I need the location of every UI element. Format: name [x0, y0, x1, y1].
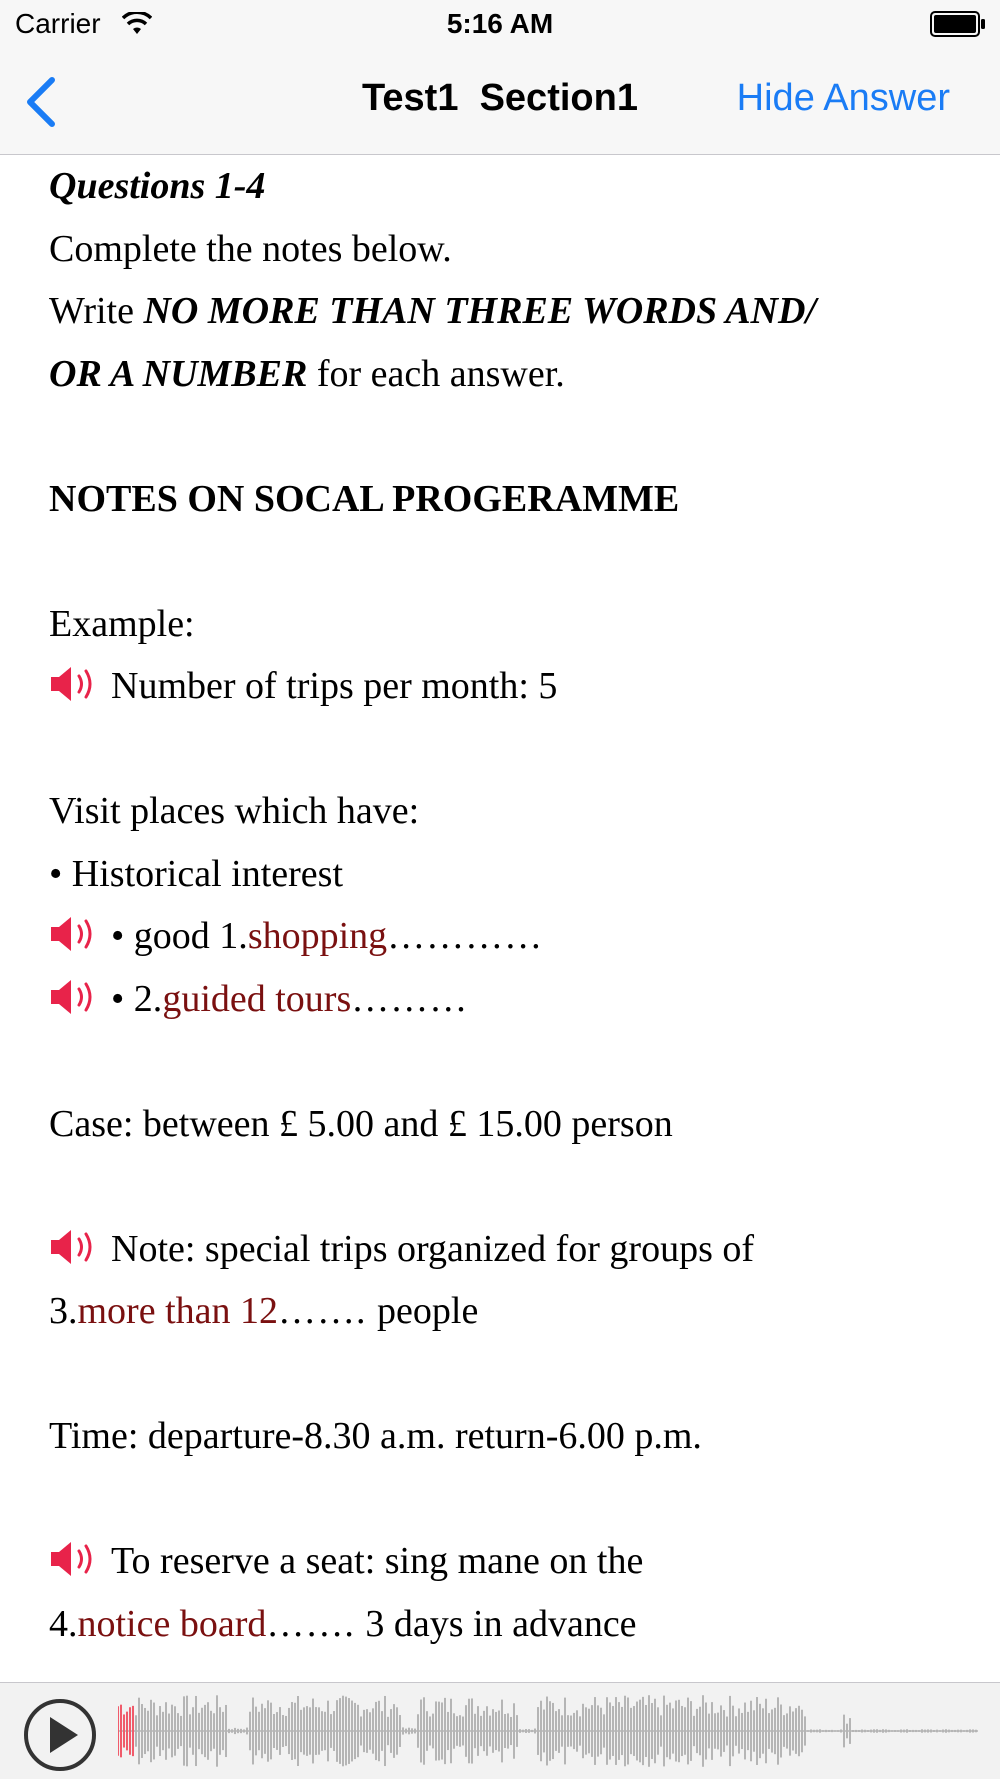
- battery-icon: [930, 11, 986, 37]
- question-4-line: [49, 1593, 969, 1656]
- answer-3: more than 12: [77, 1290, 279, 1332]
- notes-title: NOTES ON SOCAL PROGERAMME: [49, 477, 680, 520]
- word-limit-text-2: OR A NUMBER: [49, 352, 308, 395]
- reserve-text: To reserve a seat: sing mane on the: [111, 1540, 644, 1582]
- question-content: [49, 155, 969, 1655]
- carrier-label: Carrier: [15, 8, 101, 39]
- answer-2: guided tours: [162, 977, 352, 1020]
- q4-dots: …….: [266, 1602, 366, 1645]
- word-limit-text-1: NO MORE THAN THREE WORDS AND/: [143, 290, 816, 332]
- speaker-icon[interactable]: [49, 914, 101, 954]
- q3-prefix: 3.: [49, 1290, 78, 1332]
- example-line: [49, 655, 969, 718]
- audio-waveform[interactable]: [118, 1691, 978, 1771]
- answer-4: notice board: [77, 1602, 267, 1645]
- write-instruction-line-2: [49, 343, 969, 406]
- speaker-icon[interactable]: [49, 664, 101, 704]
- q2-dots: ………: [351, 977, 469, 1020]
- reserve-line: [49, 1530, 969, 1593]
- instruction-text: Complete the notes below.: [49, 227, 452, 270]
- question-2-line: [49, 968, 969, 1031]
- speaker-icon[interactable]: [49, 977, 101, 1017]
- status-time: 5:16 AM: [446, 8, 554, 39]
- q4-suffix: 3 days in advance: [365, 1602, 637, 1645]
- speaker-icon[interactable]: [49, 1539, 101, 1579]
- question-1-line: [49, 905, 969, 968]
- q1-dots: …………: [387, 915, 544, 957]
- q2-prefix: • 2.: [111, 977, 163, 1020]
- answer-1: shopping: [247, 915, 388, 957]
- write-instruction-line-1: [49, 280, 969, 343]
- page-title: Test1 Section1: [362, 77, 638, 119]
- speaker-icon[interactable]: [49, 1227, 101, 1267]
- q4-prefix: 4.: [49, 1602, 78, 1645]
- q1-prefix: • good 1.: [111, 915, 248, 957]
- questions-heading: Questions 1-4: [49, 165, 266, 207]
- write-suffix: for each answer.: [307, 352, 565, 395]
- question-3-line: [49, 1280, 969, 1343]
- cost-line: Case: between £ 5.00 and £ 15.00 person: [49, 1102, 673, 1145]
- q3-dots: …….: [278, 1290, 378, 1332]
- note-line: [49, 1218, 969, 1281]
- audio-player: [0, 1682, 1000, 1779]
- example-text: Number of trips per month: 5: [111, 665, 558, 707]
- write-prefix: Write: [49, 290, 144, 332]
- status-bar: [0, 0, 1000, 50]
- bullet-historical: • Historical interest: [49, 852, 343, 895]
- play-button[interactable]: [22, 1697, 98, 1773]
- note-text: Note: special trips organized for groups of: [111, 1227, 755, 1270]
- time-line: Time: departure-8.30 a.m. return-6.00 p.m.: [49, 1415, 702, 1457]
- hide-answer-button[interactable]: Hide Answer: [736, 77, 950, 119]
- navigation-bar: [0, 50, 1000, 155]
- q3-suffix: people: [377, 1290, 479, 1332]
- visit-label: Visit places which have:: [49, 790, 420, 832]
- example-label: Example:: [49, 602, 195, 645]
